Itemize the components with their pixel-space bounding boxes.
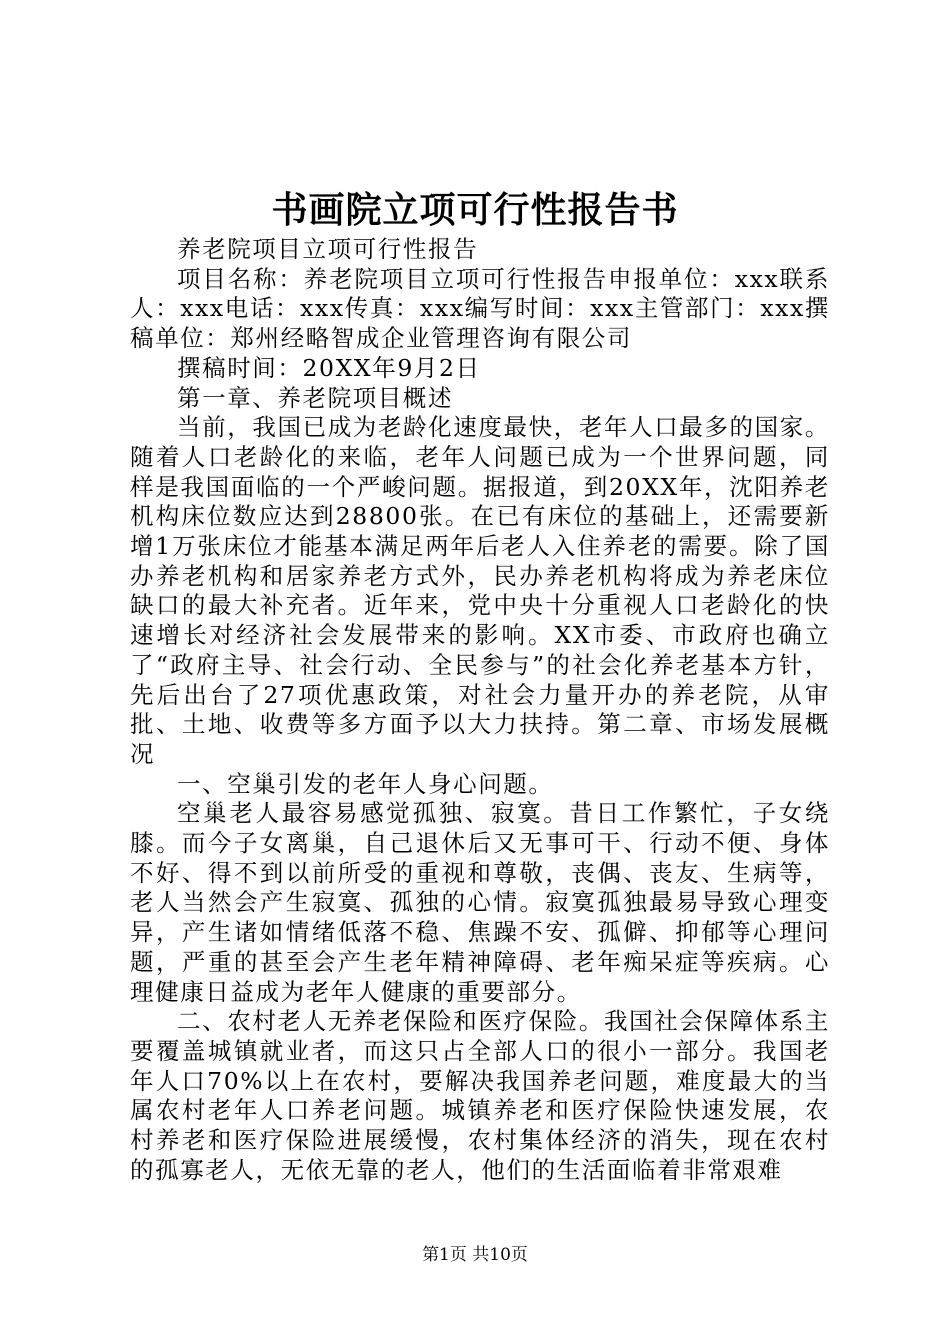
paragraph-chapter-heading: 第一章、养老院项目概述 — [177, 383, 454, 412]
paragraph-rural-elderly: 二、农村老人无养老保险和医疗保险。我国社会保障体系主要覆盖城镇就业者，而这只占全部人口的很小一部分。我国老年人口70%以上在农村，要解决我国养老问题，难度最大的当属农村老年人口养老问题。城镇养老和医疗保险快速发展，农村养老和医疗保险进展缓慢，农村集体经济的消失，现在农村的孤寡老人，无依无靠的老人，他们的生活面临着非常艰难 — [130, 1007, 830, 1184]
paragraph-overview: 当前，我国已成为老龄化速度最快，老年人口最多的国家。随着人口老龄化的来临，老年人问题已成为一个世界问题，同样是我国面临的一个严峻问题。据报道，到20XX年，沈阳养老机构床位数应达到28800张。在已有床位的基础上，还需要新增1万张床位才能基本满足两年后老人入住养老的需要。除了国办养老机构和居家养老方式外，民办养老机构将成为养老床位缺口的最大补充者。近年来，党中央十分重视人口老龄化的快速增长对经济社会发展带来的影响。XX市委、市政府也确立了“政府主导、社会行动、全民参与”的社会化养老基本方针，先后出台了27项优惠政策，对社会力量开办的养老院，从审批、土地、收费等多方面予以大力扶持。第二章、市场发展概况 — [130, 413, 830, 768]
document-title: 书画院立项可行性报告书 — [271, 189, 679, 231]
paragraph-empty-nest: 空巢老人最容易感觉孤独、寂寞。昔日工作繁忙，子女绕膝。而今子女离巢，自己退休后又无事可干、行动不便、身体不好、得不到以前所受的重视和尊敬，丧偶、丧友、生病等，老人当然会产生寂寞、孤独的心情。寂寞孤独最易导致心理变异，产生诸如情绪低落不稳、焦躁不安、孤僻、抑郁等心理问题，严重的甚至会产生老年精神障碍、老年痴呆症等疾病。心理健康日益成为老年人健康的重要部分。 — [130, 799, 830, 1006]
paragraph-section-heading: 一、空巢引发的老年人身心问题。 — [177, 769, 554, 798]
paragraph-date: 撰稿时间：20XX年9月2日 — [177, 353, 481, 382]
page-number: 第1页 共10页 — [422, 1245, 528, 1265]
paragraph-project-info: 项目名称：养老院项目立项可行性报告申报单位：xxx联系人：xxx电话：xxx传真：xxx编写时间：xxx主管部门：xxx撰稿单位：郑州经略智成企业管理咨询有限公司 — [130, 264, 830, 353]
paragraph-subtitle: 养老院项目立项可行性报告 — [177, 235, 479, 263]
document-body — [130, 235, 830, 1186]
